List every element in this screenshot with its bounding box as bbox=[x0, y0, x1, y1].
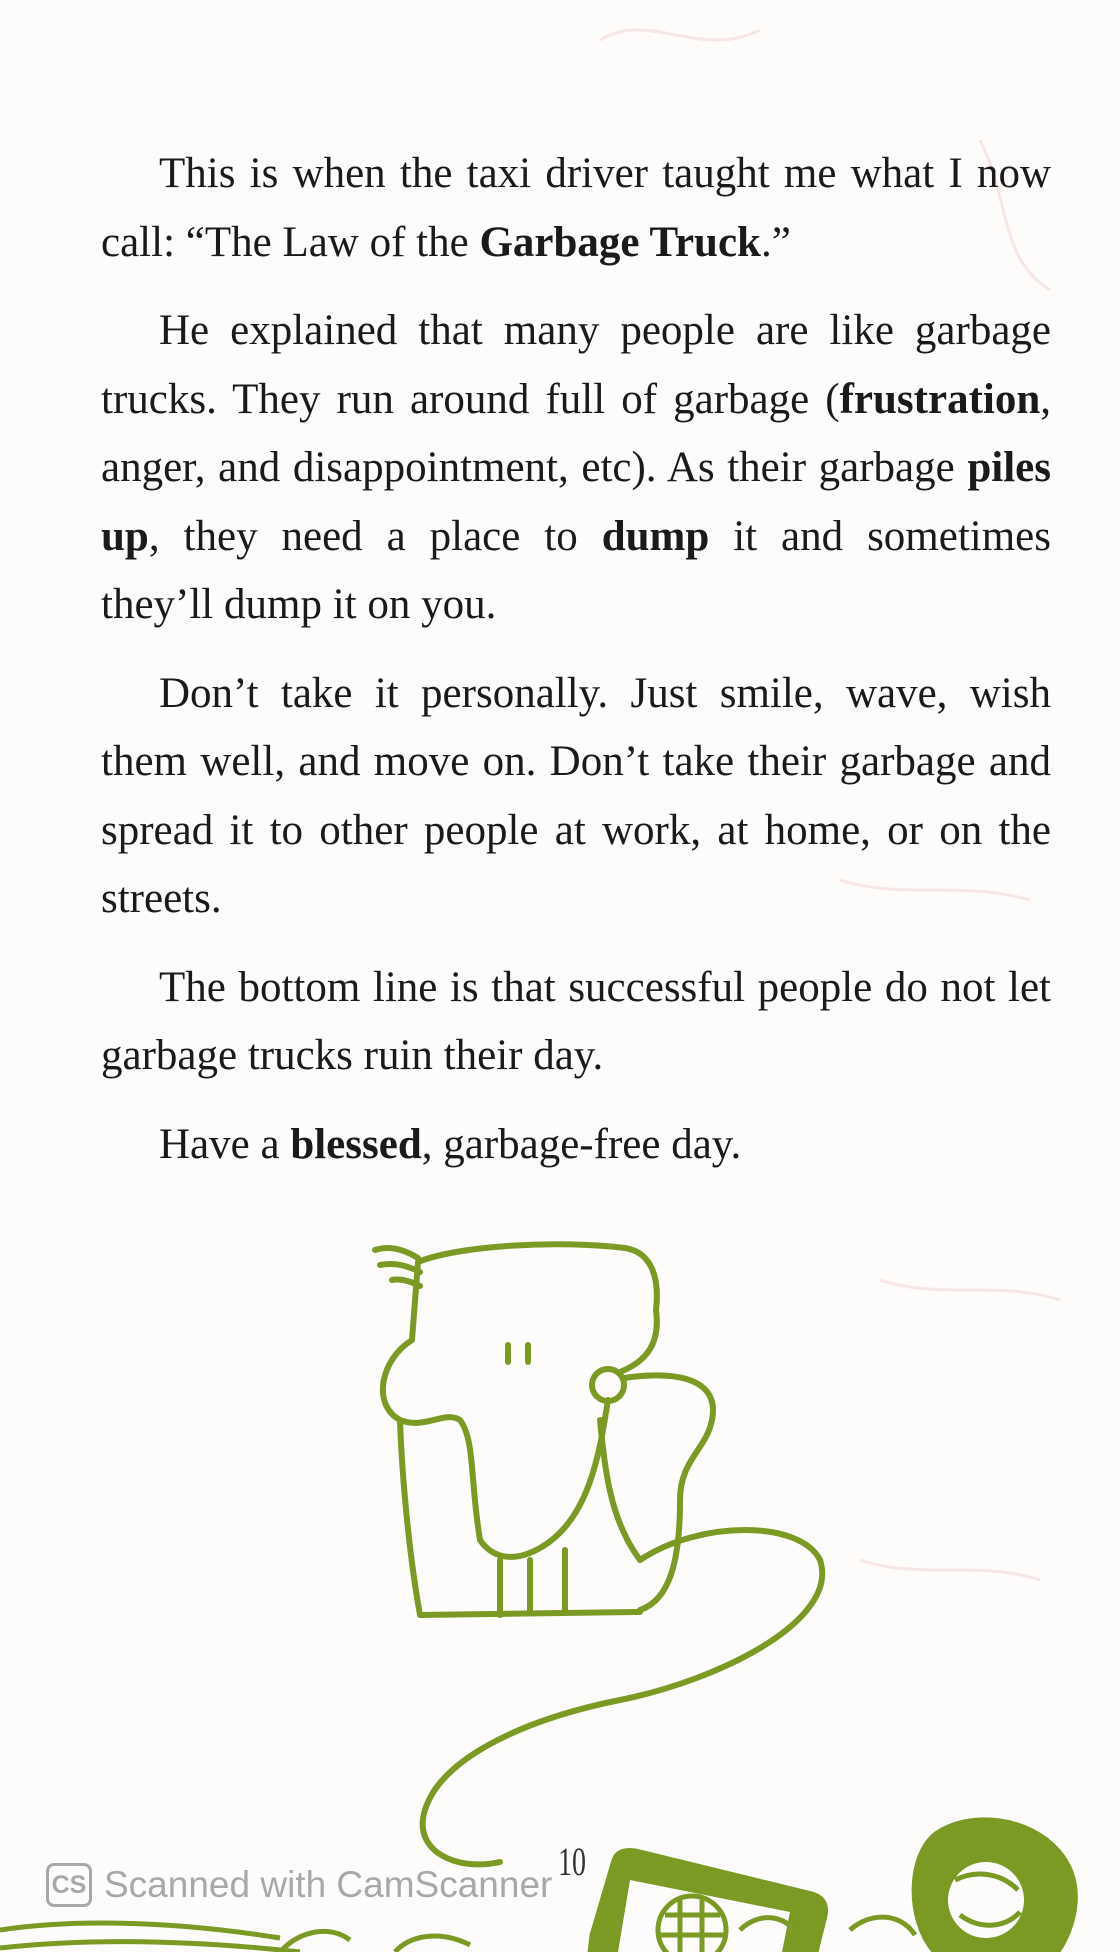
text-span: The bottom line is that successful people do not let garbage trucks ruin their day. bbox=[101, 963, 1051, 1079]
page-number: 10 bbox=[558, 1839, 586, 1884]
text-span: , they need a place to bbox=[148, 512, 602, 560]
text-span: , garbage-free day. bbox=[421, 1120, 742, 1168]
text-span: Have a bbox=[159, 1120, 291, 1168]
bold-term-blessed: blessed bbox=[290, 1120, 422, 1168]
text-span: .” bbox=[760, 218, 791, 266]
bold-term-frustration: frustration bbox=[839, 375, 1041, 423]
bold-term-dump: dump bbox=[601, 512, 710, 560]
camscanner-logo-icon: CS bbox=[46, 1863, 92, 1907]
text-span: He explained that many people are like garbage trucks. They run around full of garbage ( bbox=[101, 307, 1051, 423]
text-span: Don’t take it personally. Just smile, wave, wish them well, and move on. Don’t take their garbage and spread it to other people at work, at home, or on the streets. bbox=[101, 669, 1051, 922]
camscanner-watermark bbox=[46, 1863, 552, 1907]
bold-term-piles-up: piles up bbox=[101, 444, 1051, 560]
text-span: This is when the taxi driver taught me what I now call: “The Law of the bbox=[101, 150, 1051, 266]
watermark-text: Scanned with CamScanner bbox=[104, 1864, 553, 1905]
bold-term-garbage-truck: Garbage Truck bbox=[479, 218, 761, 266]
text-span: , anger, and disappointment, etc). As their garbage bbox=[101, 375, 1051, 491]
text-span: it and sometimes they’ll dump it on you. bbox=[101, 512, 1051, 628]
